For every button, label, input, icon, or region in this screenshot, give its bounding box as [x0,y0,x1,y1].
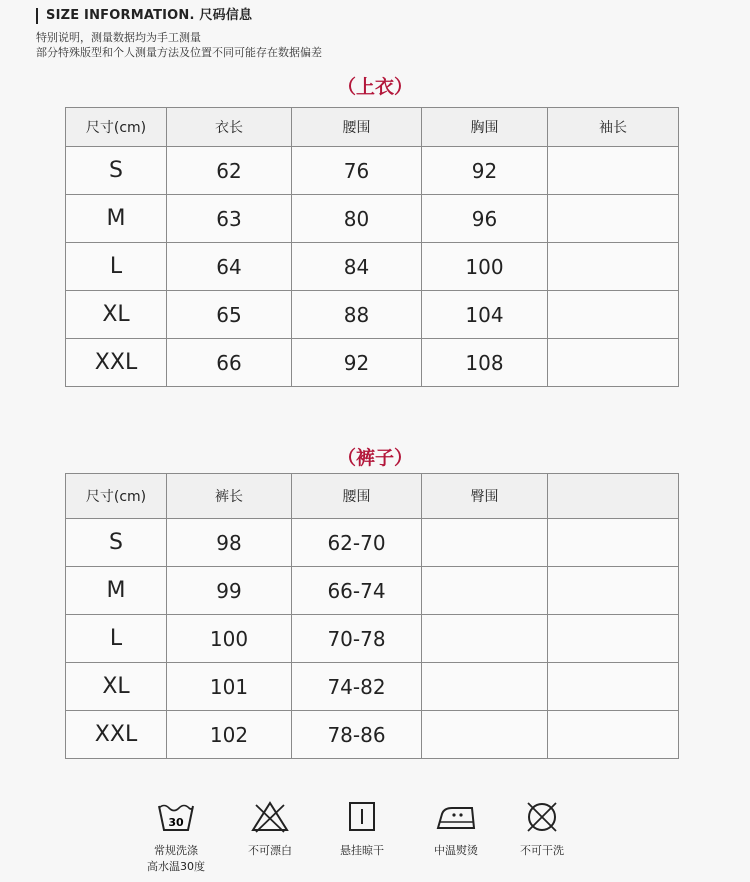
care-item-iron [406,800,506,858]
pants-section-title: （裤子） [336,447,413,469]
table-cell [548,519,679,567]
table-cell: 65 [167,291,292,339]
column-header: 袖长 [548,108,679,147]
hang-dry-icon [342,800,382,834]
no-bleach-icon [250,800,290,834]
table-cell: 62-70 [292,519,422,567]
table-cell: 80 [292,195,422,243]
table-row [66,339,679,387]
size-cell: M [66,567,167,615]
column-header [548,474,679,519]
table-row [66,195,679,243]
column-header: 腰围 [292,474,422,519]
table-cell: 96 [422,195,548,243]
size-cell: M [66,195,167,243]
care-label: 悬挂晾干 [340,844,384,857]
table-cell: 76 [292,147,422,195]
table-cell: 64 [167,243,292,291]
care-item-dryclean [492,800,592,858]
table-row [66,615,679,663]
table-cell [548,663,679,711]
table-cell [548,339,679,387]
care-label: 不可漂白 [248,844,292,857]
table-cell [548,147,679,195]
table-row [66,663,679,711]
column-header: 尺寸(cm) [66,474,167,519]
table-row [66,519,679,567]
table-cell: 92 [422,147,548,195]
table-cell: 100 [422,243,548,291]
care-label: 常规洗涤 [154,844,198,857]
size-cell: XXL [66,339,167,387]
table-cell: 62 [167,147,292,195]
table-cell: 78-86 [292,711,422,759]
table-cell: 70-78 [292,615,422,663]
size-cell: L [66,243,167,291]
no-dry-clean-icon [522,800,562,834]
table-cell: 84 [292,243,422,291]
table-cell: 99 [167,567,292,615]
size-cell: S [66,519,167,567]
table-cell [548,711,679,759]
table-cell [548,615,679,663]
measurement-note [36,30,322,60]
column-header: 裤长 [167,474,292,519]
pants-size-table [65,473,679,759]
care-label: 中温熨烫 [434,844,478,857]
size-cell: L [66,615,167,663]
table-cell: 101 [167,663,292,711]
wash-temp-label: 30 [168,816,184,829]
table-cell: 74-82 [292,663,422,711]
table-cell: 92 [292,339,422,387]
page-title: SIZE INFORMATION. 尺码信息 [36,8,322,24]
table-row [66,291,679,339]
table-header-row [66,474,679,519]
size-cell: XL [66,291,167,339]
table-row [66,567,679,615]
table-cell: 66-74 [292,567,422,615]
table-cell [422,567,548,615]
tops-section-title: （上衣） [336,76,413,98]
table-cell: 108 [422,339,548,387]
table-cell: 66 [167,339,292,387]
table-cell [548,291,679,339]
iron-medium-icon [434,800,478,834]
table-cell [422,711,548,759]
table-cell: 100 [167,615,292,663]
column-header: 胸围 [422,108,548,147]
note-line-2: 部分特殊版型和个人测量方法及位置不同可能存在数据偏差 [36,46,322,59]
table-cell [422,615,548,663]
size-cell: XXL [66,711,167,759]
tops-size-table [65,107,679,387]
table-row [66,711,679,759]
table-cell: 88 [292,291,422,339]
table-row [66,147,679,195]
table-cell [548,567,679,615]
table-cell: 98 [167,519,292,567]
note-line-1: 特别说明，测量数据均为手工测量 [36,31,201,44]
care-item-wash [126,800,226,874]
care-label: 高水温30度 [147,860,205,873]
wash-30-icon [156,800,196,834]
table-cell: 104 [422,291,548,339]
column-header: 腰围 [292,108,422,147]
table-cell [422,663,548,711]
table-cell: 102 [167,711,292,759]
table-row [66,243,679,291]
column-header: 臀围 [422,474,548,519]
care-label: 不可干洗 [520,844,564,857]
size-cell: XL [66,663,167,711]
table-cell [548,243,679,291]
table-cell [548,195,679,243]
care-item-bleach [220,800,320,858]
size-info-header [36,8,322,60]
table-cell [422,519,548,567]
column-header: 尺寸(cm) [66,108,167,147]
size-cell: S [66,147,167,195]
column-header: 衣长 [167,108,292,147]
table-cell: 63 [167,195,292,243]
care-item-dry [312,800,412,858]
table-header-row [66,108,679,147]
